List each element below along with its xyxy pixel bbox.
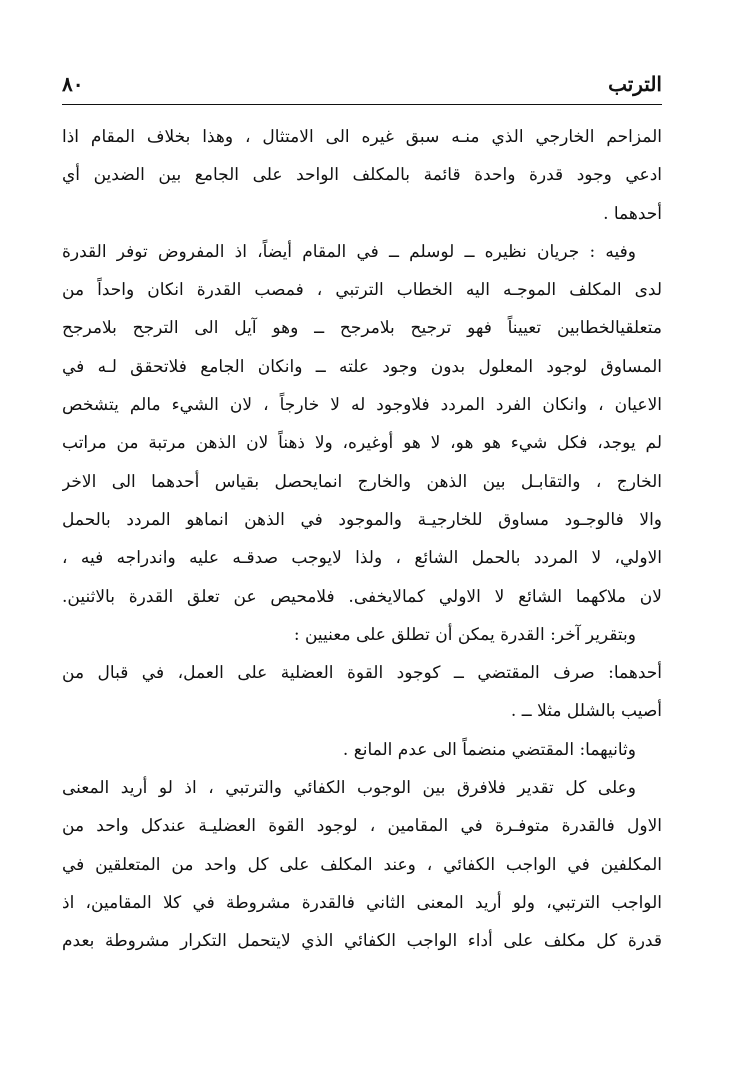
text-line: لم يوجد، فكل شيء هو هو، لا هو أوغيره، ولا ذهناً لان الذهن مرتبة من مراتب [62, 433, 662, 454]
running-title: الترتب [608, 72, 662, 96]
text-line: لدى المكلف الموجـه اليه الخطاب الترتبي ، فمصب القدرة انكان واحداً من [62, 280, 662, 301]
text-line: قدرة كل مكلف على أداء الواجب الكفائي الذي لايتحمل التكرار مشروطة بعدم [62, 931, 662, 952]
text-line: والا فالوجـود مساوق للخارجيـة والموجود في الذهن انماهو المردد بالحمل [62, 509, 662, 530]
text-line: أحدهما . [603, 203, 662, 224]
body-text [62, 118, 662, 961]
text-line: وعلى كل تقدير فلافرق بين الوجوب الكفائي والترتبي ، اذ لو أريد المعنى [62, 778, 636, 799]
text-line: لان ملاكهما الشائع لا الاولي كمالايخفى. فلامحيص عن تعلق القدرة بالاثنين. [62, 586, 662, 607]
text-line: وبتقرير آخر: القدرة يمكن أن تطلق على معنيين : [293, 624, 636, 645]
text-line: الخارج ، والتقابـل بين الذهن والخارج انمايحصل بقياس أحدهما الى الاخر [62, 471, 662, 492]
text-line: المساوق لوجود المعلول بدون وجود علته ــ وانكان الجامع فلاتحقق لـه في [62, 356, 662, 377]
page-number: ٨٠ [62, 72, 84, 96]
text-line: أحدهما: صرف المقتضي ــ كوجود القوة العضلية على العمل، في قبال من [62, 663, 662, 684]
text-line: المكلفين في الواجب الكفائي ، وعند المكلف على كل واحد من المتعلقين في [62, 854, 662, 875]
text-line: ادعي وجود قدرة واحدة قائمة بالمكلف الواحد على الجامع بين الضدين أي [62, 165, 662, 186]
text-line: الاعيان ، وانكان الفرد المردد فلاوجود له لا خارجاً ، لان الشيء مالم يتشخص [62, 395, 662, 416]
text-line: الواجب الترتبي، ولو أريد المعنى الثاني فالقدرة مشروطة في كلا المقامين، اذ [62, 892, 662, 913]
text-line: الاولي، لا المردد بالحمل الشائع ، ولذا لايوجب صدقـه عليه واندراجه فيه ، [62, 548, 662, 569]
header-divider [62, 104, 662, 105]
text-line: وثانيهما: المقتضي منضماً الى عدم المانع . [342, 739, 636, 760]
page-header [62, 70, 662, 104]
text-line: متعلقيالخطابين تعييناً فهو ترجيح بلامرجح ــ وهو آيل الى الترجح بلامرجح [62, 318, 662, 339]
text-line: أصيب بالشلل مثلا ــ . [510, 701, 662, 722]
text-line: الاول فالقدرة متوفـرة في المقامين ، لوجود القوة العضليـة عندكل واحد من [62, 816, 662, 837]
text-line: وفيه : جريان نظيره ــ لوسلم ــ في المقام أيضاً، اذ المفروض توفر القدرة [62, 241, 636, 262]
text-line: المزاحم الخارجي الذي منـه سبق غيره الى الامتثال ، وهذا بخلاف المقام اذا [62, 127, 662, 147]
